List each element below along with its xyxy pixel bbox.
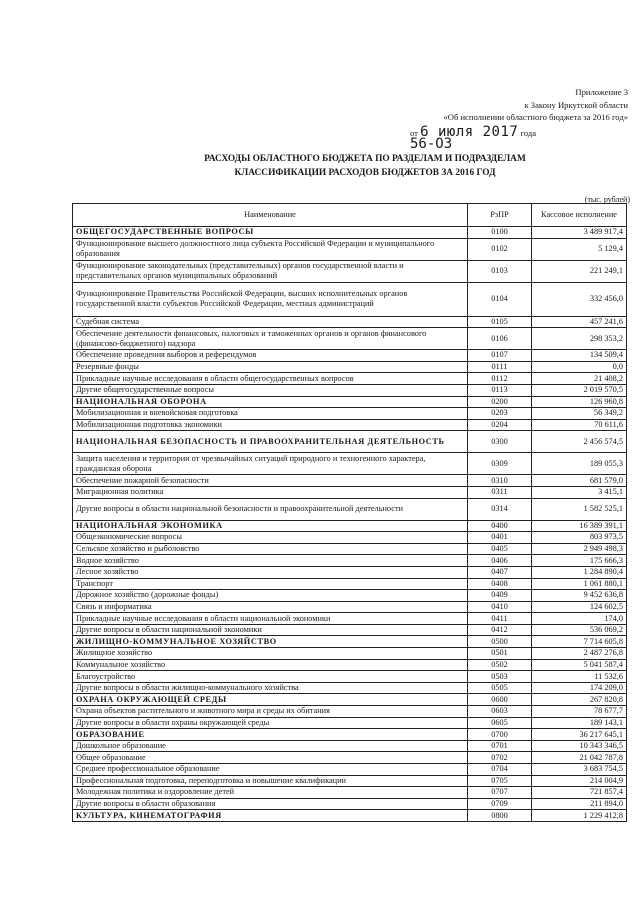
- date-prefix: от: [410, 128, 418, 138]
- row-name: Другие общегосударственные вопросы: [73, 384, 468, 396]
- table-row: [73, 328, 627, 350]
- row-code: 0311: [468, 486, 532, 498]
- row-code: 0500: [468, 636, 532, 648]
- row-amount: 56 349,2: [532, 408, 627, 420]
- table-row: [73, 648, 627, 660]
- row-code: 0107: [468, 350, 532, 362]
- table-row: [73, 566, 627, 578]
- row-amount: 803 973,5: [532, 532, 627, 544]
- row-name: Судебная система: [73, 316, 468, 328]
- row-name: КУЛЬТУРА, КИНЕМАТОГРАФИЯ: [73, 810, 468, 822]
- row-code: 0309: [468, 453, 532, 475]
- row-amount: 134 509,4: [532, 350, 627, 362]
- expenditure-table: [72, 203, 627, 822]
- table-row: [73, 590, 627, 602]
- row-name: Лесное хозяйство: [73, 566, 468, 578]
- row-code: 0603: [468, 706, 532, 718]
- row-code: 0705: [468, 775, 532, 787]
- row-amount: 11 532,6: [532, 671, 627, 683]
- table-row: [73, 384, 627, 396]
- table-row: [73, 601, 627, 613]
- row-name: Дошкольное образование: [73, 740, 468, 752]
- table-row: [73, 578, 627, 590]
- row-name: Профессиональная подготовка, переподготовка и повышение квалификации: [73, 775, 468, 787]
- header-amount: Кассовое исполнение: [532, 204, 627, 227]
- row-name: Коммунальное хозяйство: [73, 659, 468, 671]
- row-amount: 298 353,2: [532, 328, 627, 350]
- unit-label: (тыс. рублей): [584, 195, 630, 204]
- row-name: ЖИЛИЩНО-КОММУНАЛЬНОЕ ХОЗЯЙСТВО: [73, 636, 468, 648]
- title-line-1: РАСХОДЫ ОБЛАСТНОГО БЮДЖЕТА ПО РАЗДЕЛАМ И ПОДРАЗДЕЛАМ: [204, 154, 526, 164]
- row-name: Функционирование высшего должностного лица субъекта Российской Федерации и муниципального образования: [73, 238, 468, 260]
- row-name: Другие вопросы в области образования: [73, 798, 468, 810]
- row-amount: 70 611,6: [532, 419, 627, 431]
- title-line-2: КЛАССИФИКАЦИИ РАСХОДОВ БЮДЖЕТОВ ЗА 2016 ГОД: [234, 168, 496, 178]
- row-code: 0412: [468, 624, 532, 636]
- row-amount: 175 666,3: [532, 555, 627, 567]
- row-code: 0502: [468, 659, 532, 671]
- row-name: Охрана объектов растительного и животного мира и среды их обитания: [73, 706, 468, 718]
- table-row: [73, 419, 627, 431]
- row-amount: 1 061 880,1: [532, 578, 627, 590]
- row-amount: 78 677,7: [532, 706, 627, 718]
- row-name: Общеэкономические вопросы: [73, 532, 468, 544]
- row-amount: 2 487 276,8: [532, 648, 627, 660]
- row-name: Дорожное хозяйство (дорожные фонды): [73, 590, 468, 602]
- date-handwritten: 6 июля 2017: [420, 124, 519, 140]
- table-row: [73, 682, 627, 694]
- row-amount: 332 456,0: [532, 282, 627, 316]
- table-row: [73, 498, 627, 520]
- row-amount: 1 284 890,4: [532, 566, 627, 578]
- row-code: 0406: [468, 555, 532, 567]
- row-code: 0104: [468, 282, 532, 316]
- row-code: 0704: [468, 764, 532, 776]
- row-name: НАЦИОНАЛЬНАЯ БЕЗОПАСНОСТЬ И ПРАВООХРАНИТЕЛЬНАЯ ДЕЯТЕЛЬНОСТЬ: [73, 431, 468, 453]
- row-code: 0310: [468, 475, 532, 487]
- row-code: 0112: [468, 373, 532, 385]
- row-code: 0102: [468, 238, 532, 260]
- row-code: 0410: [468, 601, 532, 613]
- row-name: Сельское хозяйство и рыболовство: [73, 543, 468, 555]
- table-row: [73, 787, 627, 799]
- row-amount: 681 579,0: [532, 475, 627, 487]
- appendix-line-2: к Закону Иркутской области: [524, 99, 628, 110]
- row-name: ОБЩЕГОСУДАРСТВЕННЫЕ ВОПРОСЫ: [73, 227, 468, 239]
- table-row: [73, 350, 627, 362]
- table-row: [73, 740, 627, 752]
- row-code: 0501: [468, 648, 532, 660]
- header-name: Наименование: [73, 204, 468, 227]
- row-code: 0401: [468, 532, 532, 544]
- row-amount: 214 004,9: [532, 775, 627, 787]
- row-code: 0300: [468, 431, 532, 453]
- table-row: [73, 316, 627, 328]
- row-amount: 174,0: [532, 613, 627, 625]
- row-name: Прикладные научные исследования в области общегосударственных вопросов: [73, 373, 468, 385]
- row-code: 0702: [468, 752, 532, 764]
- row-amount: 2 019 570,5: [532, 384, 627, 396]
- row-name: Функционирование Правительства Российской Федерации, высших исполнительных органов государственной власти субъектов Российской Федерации, местных администраций: [73, 282, 468, 316]
- row-name: НАЦИОНАЛЬНАЯ ЭКОНОМИКА: [73, 520, 468, 532]
- row-amount: 5 129,4: [532, 238, 627, 260]
- row-name: Миграционная политика: [73, 486, 468, 498]
- row-name: Общее образование: [73, 752, 468, 764]
- row-name: Другие вопросы в области национальной безопасности и правоохранительной деятельности: [73, 498, 468, 520]
- row-name: ОБРАЗОВАНИЕ: [73, 729, 468, 741]
- appendix-block: [328, 86, 628, 124]
- row-code: 0707: [468, 787, 532, 799]
- row-code: 0400: [468, 520, 532, 532]
- table-row: [73, 282, 627, 316]
- row-name: Прикладные научные исследования в области национальной экономики: [73, 613, 468, 625]
- section-row: [73, 810, 627, 822]
- row-amount: 3 415,1: [532, 486, 627, 498]
- row-code: 0111: [468, 361, 532, 373]
- row-amount: 267 820,8: [532, 694, 627, 706]
- row-name: Благоустройство: [73, 671, 468, 683]
- row-amount: 189 055,3: [532, 453, 627, 475]
- table-row: [73, 659, 627, 671]
- section-row: [73, 694, 627, 706]
- table-row: [73, 361, 627, 373]
- row-amount: 9 452 636,8: [532, 590, 627, 602]
- row-name: Среднее профессиональное образование: [73, 764, 468, 776]
- row-name: Транспорт: [73, 578, 468, 590]
- table-header-row: [73, 204, 627, 227]
- row-code: 0700: [468, 729, 532, 741]
- row-code: 0113: [468, 384, 532, 396]
- date-suffix: года: [520, 128, 537, 138]
- row-code: 0314: [468, 498, 532, 520]
- table-row: [73, 373, 627, 385]
- table-row: [73, 408, 627, 420]
- table-row: [73, 706, 627, 718]
- row-code: 0103: [468, 260, 532, 282]
- row-amount: 536 069,2: [532, 624, 627, 636]
- table-row: [73, 532, 627, 544]
- row-name: Водное хозяйство: [73, 555, 468, 567]
- row-code: 0405: [468, 543, 532, 555]
- row-code: 0407: [468, 566, 532, 578]
- table-row: [73, 486, 627, 498]
- table-row: [73, 613, 627, 625]
- row-amount: 3 489 917,4: [532, 227, 627, 239]
- table-row: [73, 555, 627, 567]
- row-amount: 16 389 391,1: [532, 520, 627, 532]
- section-row: [73, 431, 627, 453]
- row-name: Другие вопросы в области национальной экономики: [73, 624, 468, 636]
- row-name: Связь и информатика: [73, 601, 468, 613]
- row-amount: 126 960,8: [532, 396, 627, 408]
- row-amount: 3 683 754,5: [532, 764, 627, 776]
- row-name: Функционирование законодательных (представительных) органов государственной власти и представительных органов муниципальных образований: [73, 260, 468, 282]
- row-code: 0204: [468, 419, 532, 431]
- row-name: Другие вопросы в области охраны окружающей среды: [73, 717, 468, 729]
- row-amount: 0,0: [532, 361, 627, 373]
- row-code: 0709: [468, 798, 532, 810]
- row-amount: 21 042 787,8: [532, 752, 627, 764]
- section-row: [73, 636, 627, 648]
- row-code: 0605: [468, 717, 532, 729]
- row-name: Жилищное хозяйство: [73, 648, 468, 660]
- row-name: Другие вопросы в области жилищно-коммунального хозяйства: [73, 682, 468, 694]
- row-amount: 21 408,2: [532, 373, 627, 385]
- table-row: [73, 475, 627, 487]
- header-code: РзПР: [468, 204, 532, 227]
- table-row: [73, 764, 627, 776]
- section-row: [73, 729, 627, 741]
- row-amount: 457 241,6: [532, 316, 627, 328]
- row-code: 0408: [468, 578, 532, 590]
- document-title: [170, 152, 560, 180]
- row-code: 0203: [468, 408, 532, 420]
- table-row: [73, 752, 627, 764]
- row-amount: 174 209,0: [532, 682, 627, 694]
- row-amount: 189 143,1: [532, 717, 627, 729]
- table-row: [73, 671, 627, 683]
- table-row: [73, 717, 627, 729]
- row-code: 0600: [468, 694, 532, 706]
- row-name: Обеспечение проведения выборов и референдумов: [73, 350, 468, 362]
- table-row: [73, 543, 627, 555]
- table-row: [73, 260, 627, 282]
- section-row: [73, 227, 627, 239]
- table-row: [73, 453, 627, 475]
- row-name: ОХРАНА ОКРУЖАЮЩЕЙ СРЕДЫ: [73, 694, 468, 706]
- table-row: [73, 238, 627, 260]
- row-name: Обеспечение пожарной безопасности: [73, 475, 468, 487]
- row-name: Мобилизационная и вневойсковая подготовка: [73, 408, 468, 420]
- row-name: Молодежная политика и оздоровление детей: [73, 787, 468, 799]
- row-code: 0105: [468, 316, 532, 328]
- appendix-line-3: «Об исполнении областного бюджета за 2016 год»: [443, 112, 628, 123]
- law-date: [410, 126, 610, 151]
- table-row: [73, 775, 627, 787]
- row-amount: 124 602,5: [532, 601, 627, 613]
- row-code: 0100: [468, 227, 532, 239]
- row-amount: 221 249,1: [532, 260, 627, 282]
- row-name: Мобилизационная подготовка экономики: [73, 419, 468, 431]
- row-name: Защита населения и территории от чрезвычайных ситуаций природного и техногенного характера, гражданская оборона: [73, 453, 468, 475]
- row-amount: 7 714 605,8: [532, 636, 627, 648]
- row-name: Резервные фонды: [73, 361, 468, 373]
- row-code: 0411: [468, 613, 532, 625]
- row-amount: 5 041 587,4: [532, 659, 627, 671]
- row-code: 0106: [468, 328, 532, 350]
- row-code: 0800: [468, 810, 532, 822]
- row-name: Обеспечение деятельности финансовых, налоговых и таможенных органов и органов финансового (финансово-бюджетного) надзора: [73, 328, 468, 350]
- row-amount: 1 582 525,1: [532, 498, 627, 520]
- row-code: 0200: [468, 396, 532, 408]
- row-code: 0505: [468, 682, 532, 694]
- table-row: [73, 624, 627, 636]
- row-amount: 2 456 574,5: [532, 431, 627, 453]
- table-body: [73, 227, 627, 822]
- table-row: [73, 798, 627, 810]
- appendix-line-1: Приложение 3: [575, 87, 628, 97]
- section-row: [73, 520, 627, 532]
- section-row: [73, 396, 627, 408]
- row-amount: 10 343 346,5: [532, 740, 627, 752]
- row-code: 0409: [468, 590, 532, 602]
- row-amount: 36 217 645,1: [532, 729, 627, 741]
- row-code: 0701: [468, 740, 532, 752]
- row-amount: 211 894,0: [532, 798, 627, 810]
- row-amount: 721 857,4: [532, 787, 627, 799]
- row-amount: 1 229 412,8: [532, 810, 627, 822]
- row-amount: 2 949 498,3: [532, 543, 627, 555]
- law-number: 56-ОЗ: [410, 136, 453, 152]
- row-code: 0503: [468, 671, 532, 683]
- row-name: НАЦИОНАЛЬНАЯ ОБОРОНА: [73, 396, 468, 408]
